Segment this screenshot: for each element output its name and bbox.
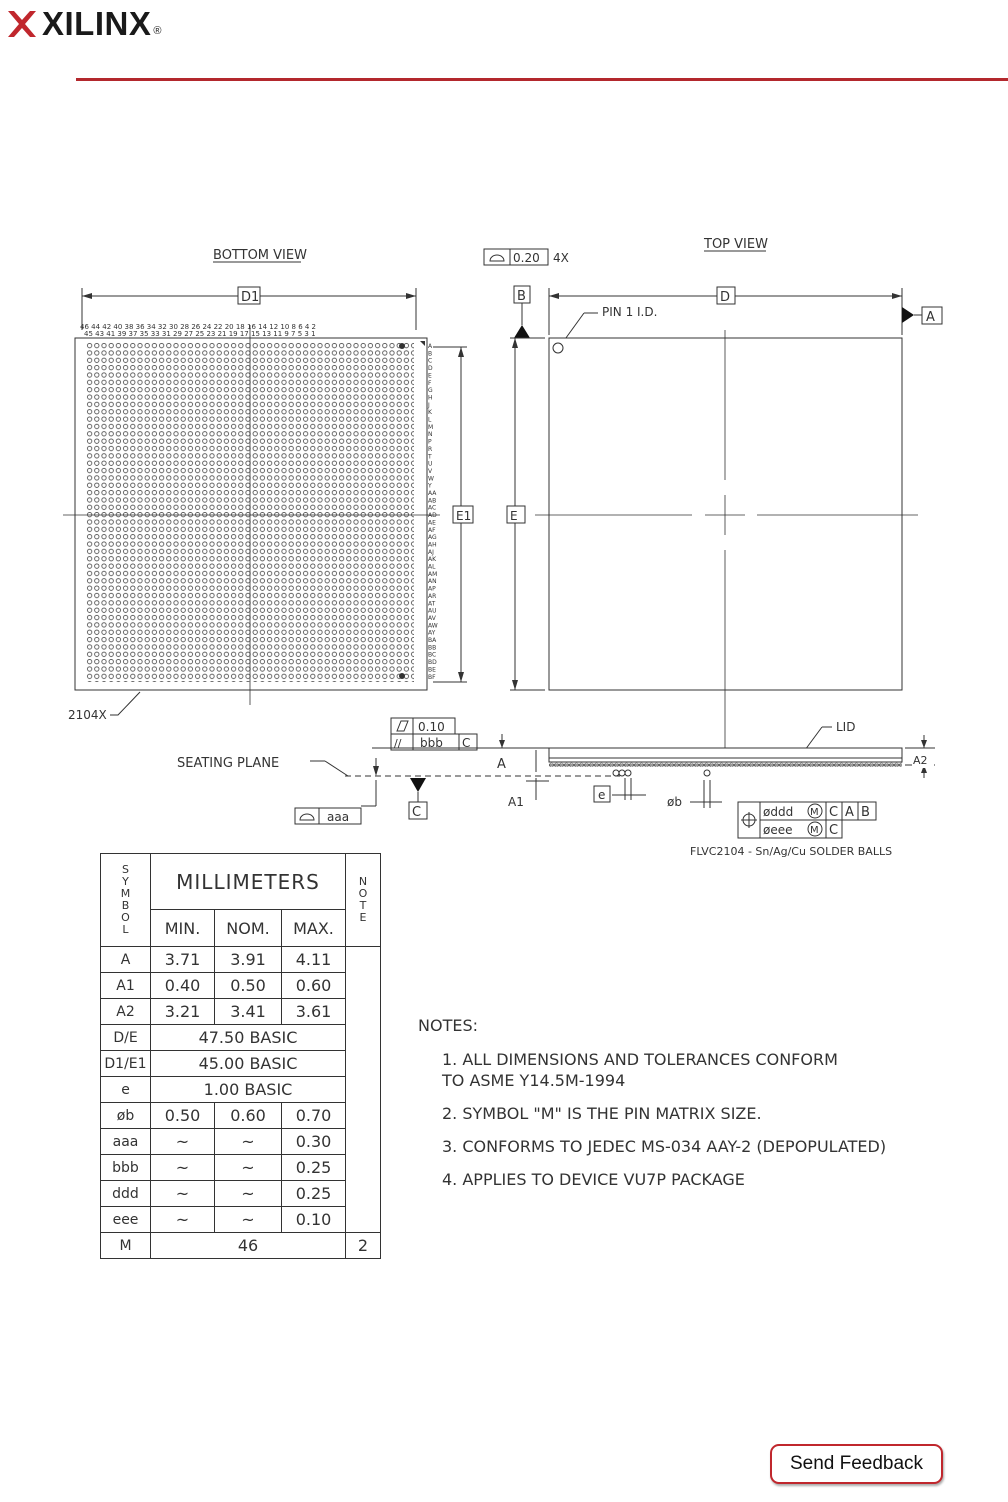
notes-section [418,1016,886,1202]
bbb-label: bbb [420,736,443,750]
max-cell: 4.11 [282,947,346,973]
nom-cell: ~ [215,1181,282,1207]
basic-value-cell: 46 [151,1233,346,1259]
row-letter: AG [428,534,437,542]
row-letter: AN [428,578,437,586]
top-view-outline [549,338,902,690]
row-letter: AA [428,490,437,497]
a1-label: A1 [508,795,524,809]
logo-registered-mark: ® [153,25,162,37]
d1-dimension-label: D1 [241,290,260,305]
max-cell: 0.70 [282,1103,346,1129]
max-cell: 0.25 [282,1181,346,1207]
ball-diameter-label: øb [667,795,682,809]
send-feedback-button[interactable]: Send Feedback [770,1444,943,1484]
datum-c-label: C [412,805,422,820]
row-letter: BA [428,637,437,644]
min-cell: 0.50 [151,1103,215,1129]
max-cell: 0.25 [282,1155,346,1181]
a-label: A [497,757,506,772]
row-letter: N [428,431,433,439]
symbol-cell: A [101,947,151,973]
parallel-symbol: // [394,737,402,750]
table-row [101,1103,381,1129]
lid-label: LID [836,720,856,734]
ddd-datum-a: A [845,805,854,820]
symbol-cell: e [101,1077,151,1103]
nom-header: NOM. [215,910,282,947]
dimension-table [100,853,381,1259]
flatness-count: 4X [553,251,569,265]
min-cell: 0.40 [151,973,215,999]
note-3: 3. CONFORMS TO JEDEC MS-034 AAY-2 (DEPOPULATED) [442,1137,887,1156]
row-letter: W [428,475,434,483]
row-letter: T [428,453,432,461]
row-letter: R [428,445,433,453]
row-letter: C [428,357,433,365]
datum-b-label: B [517,289,526,304]
row-letter: K [428,409,432,417]
symbol-cell: øb [101,1103,151,1129]
nom-cell: ~ [215,1155,282,1181]
row-letter: AV [428,614,436,622]
note-4: 4. APPLIES TO DEVICE VU7P PACKAGE [442,1170,745,1189]
row-letter: BC [428,651,437,659]
symbol-cell: aaa [101,1129,151,1155]
min-cell: 3.71 [151,947,215,973]
row-letter: E [428,372,432,380]
eee-mmc: M [810,825,819,836]
row-letter: AW [428,622,438,630]
top-view-title: TOP VIEW [704,237,768,252]
bottom-view-title: BOTTOM VIEW [213,248,307,263]
row-letter: AH [428,541,437,549]
column-numbers-top: 46 44 42 40 38 36 34 32 30 28 26 24 22 20 18 16 14 12 10 8 6 4 2 [80,323,317,331]
note-2: 2. SYMBOL "M" IS THE PIN MATRIX SIZE. [442,1104,762,1123]
bbb-datum-c: C [462,736,471,750]
max-cell: 0.30 [282,1129,346,1155]
row-letter: AT [428,600,436,608]
millimeters-header: MILLIMETERS [151,854,346,910]
nom-cell: ~ [215,1129,282,1155]
eee-datum-c: C [829,823,839,838]
row-letters [427,343,438,681]
row-letter: AC [428,504,437,512]
datum-a-label: A [926,310,935,325]
row-letter: D [428,365,433,373]
pin1-label: PIN 1 I.D. [602,305,658,319]
note-cell [346,947,381,1233]
symbol-cell: D1/E1 [101,1051,151,1077]
row-letter: Y [428,482,432,490]
min-cell: ~ [151,1207,215,1233]
ball-count-label: 2104X [68,708,107,722]
seating-plane-label: SEATING PLANE [177,756,280,771]
max-cell: 0.60 [282,973,346,999]
eee-label: øeee [763,823,793,837]
row-letter: BF [428,673,436,681]
row-letter: AP [428,585,436,593]
flatness-tolerance: 0.20 [513,251,540,265]
nom-cell: 0.60 [215,1103,282,1129]
min-cell: ~ [151,1181,215,1207]
table-row [101,1155,381,1181]
row-letter: J [428,401,430,409]
aaa-label: aaa [327,810,350,824]
row-letter: AE [428,519,436,527]
note-1: 1. ALL DIMENSIONS AND TOLERANCES CONFORM TO ASME Y14.5M-1994 [442,1050,838,1090]
min-header: MIN. [151,910,215,947]
row-letter: AR [428,592,437,600]
row-letter: B [428,350,433,358]
table-row [101,1129,381,1155]
parallel-tolerance: 0.10 [418,720,445,734]
nom-cell: 3.91 [215,947,282,973]
row-letter: AB [428,497,437,505]
basic-value-cell: 1.00 BASIC [151,1077,346,1103]
ddd-datum-b: B [861,805,870,820]
row-letter: V [428,467,433,475]
row-letter: AJ [428,548,434,556]
row-letter: AF [428,526,436,534]
row-letter: U [428,460,433,468]
row-letter: A [428,343,433,350]
symbol-cell: bbb [101,1155,151,1181]
table-row [101,973,381,999]
nom-cell: 0.50 [215,973,282,999]
row-letter: F [428,379,432,387]
lid-side [549,748,902,758]
row-letter: H [428,394,433,402]
e-pitch-label: e [598,788,606,802]
ddd-label: øddd [763,805,794,819]
row-letter: AD [428,512,437,520]
min-cell: ~ [151,1129,215,1155]
row-letter: L [428,416,432,424]
row-letter: BD [428,659,437,667]
symbol-header: S Y M B O L [101,854,151,947]
e-dimension-label: E [510,509,518,523]
row-letter: M [428,423,434,431]
max-header: MAX. [282,910,346,947]
min-cell: ~ [151,1155,215,1181]
max-cell: 3.61 [282,999,346,1025]
a2-label: A2 [913,754,928,767]
nom-cell: ~ [215,1207,282,1233]
row-letter: P [428,438,432,446]
row-letter: AY [428,629,436,637]
symbol-cell: M [101,1233,151,1259]
symbol-cell: eee [101,1207,151,1233]
basic-value-cell: 47.50 BASIC [151,1025,346,1051]
table-row [101,1181,381,1207]
table-row [101,1077,381,1103]
row-letter: AU [428,607,437,615]
row-letter: AM [428,570,438,578]
e1-dimension-label: E1 [456,509,472,523]
note-header: N O T E [346,854,381,947]
note-cell: 2 [346,1233,381,1259]
basic-value-cell: 45.00 BASIC [151,1051,346,1077]
symbol-cell: A2 [101,999,151,1025]
table-row [101,1233,381,1259]
max-cell: 0.10 [282,1207,346,1233]
table-row [101,947,381,973]
nom-cell: 3.41 [215,999,282,1025]
row-letter: BB [428,644,437,652]
symbol-cell: ddd [101,1181,151,1207]
symbol-cell: D/E [101,1025,151,1051]
table-row [101,1051,381,1077]
symbol-cell: A1 [101,973,151,999]
row-letter: G [428,387,433,395]
table-row [101,1207,381,1233]
notes-title: NOTES: [418,1016,478,1035]
min-cell: 3.21 [151,999,215,1025]
table-row [101,999,381,1025]
row-letter: AL [428,563,436,571]
column-numbers-bottom: 45 43 41 39 37 35 33 31 29 27 25 23 21 19 17 15 13 11 9 7 5 3 1 [84,330,316,338]
ddd-datum-c: C [829,805,839,820]
d-dimension-label: D [720,290,731,305]
solder-balls-caption: FLVC2104 - Sn/Ag/Cu SOLDER BALLS [690,845,893,858]
row-letter: BE [428,666,436,674]
dimension-table-body [101,947,381,1259]
ddd-mmc: M [810,807,819,818]
logo-text: XILINX [42,5,152,42]
table-row [101,1025,381,1051]
row-letter: AK [428,556,437,564]
